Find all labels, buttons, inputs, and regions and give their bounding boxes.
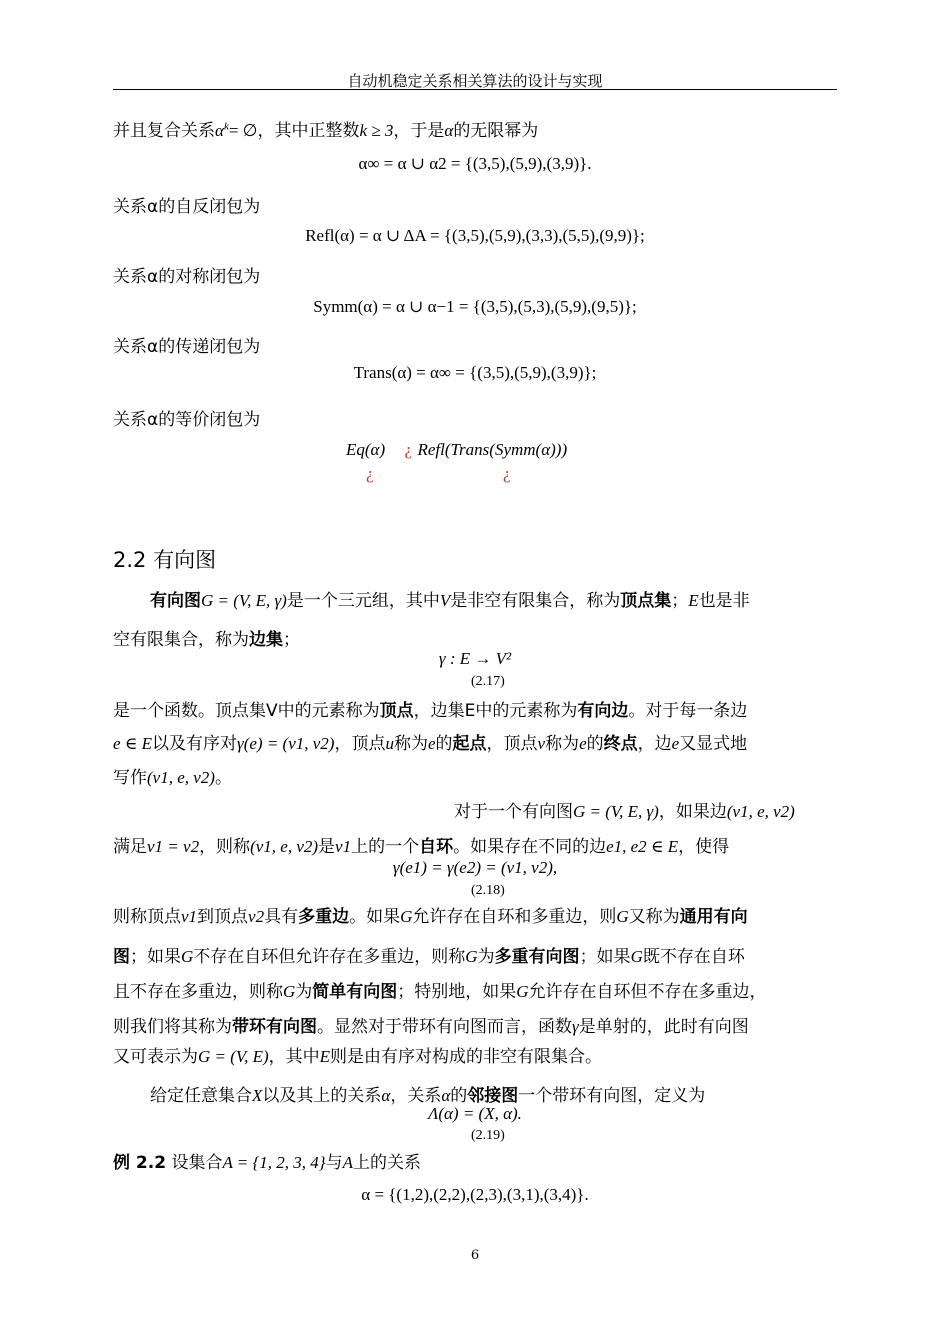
text: ，其中正整数 [257, 121, 360, 141]
equation-number: (2.19) [471, 1128, 505, 1143]
term: 起点 [452, 734, 487, 754]
paragraph-line [113, 832, 729, 857]
math: e1, e2 ∈ E [606, 837, 679, 856]
broken-glyph: ¿ [503, 464, 511, 483]
math: α [444, 121, 454, 140]
paragraph-line [113, 1012, 749, 1037]
text: 且不存在多重边，则称 [113, 982, 283, 1002]
math: E [688, 591, 699, 610]
text: 既不存在自环 [642, 947, 745, 967]
text: 上的关系 [353, 1153, 421, 1173]
math: V [439, 591, 451, 610]
text: 的 [586, 734, 604, 754]
term: 自环 [419, 837, 454, 857]
symm-label: 关系α的对称闭包为 [113, 267, 261, 287]
text: 写作 [113, 768, 147, 788]
math: (v1, e, v2) [250, 837, 319, 856]
text: ； [283, 630, 300, 650]
math: G [630, 947, 643, 966]
math: = ∅ [228, 121, 258, 140]
text: 也是非 [698, 591, 750, 611]
math: v [537, 734, 546, 753]
text: 的 [450, 1086, 468, 1106]
text: 又称为 [628, 907, 680, 927]
text: 上的一个 [351, 837, 420, 857]
text: 以及有序对 [152, 734, 238, 754]
text: 。对于每一条边 [628, 701, 748, 721]
example-label: 例 2.2 [113, 1153, 167, 1173]
equation-2-17: γ : E → V² [438, 649, 512, 668]
text: 空有限集合，称为 [113, 630, 249, 650]
math: G [516, 982, 529, 1001]
math: v1 [181, 907, 198, 926]
example-line [113, 1148, 421, 1173]
math: e [427, 734, 436, 753]
math: X [252, 1086, 263, 1105]
text: ；如果 [130, 947, 181, 967]
text: 称为 [545, 734, 580, 754]
trans-label: 关系α的传递闭包为 [113, 337, 261, 357]
math: (v1, e, v2) [726, 802, 795, 821]
paragraph-line [113, 729, 747, 754]
math: v1 [335, 837, 352, 856]
equation-trans: Trans(α) = α∞ = {(3,5),(5,9),(3,9)}; [353, 363, 597, 382]
text: ，则称 [199, 837, 251, 857]
math-sup: k [223, 120, 229, 133]
term: 边集 [249, 630, 283, 650]
text: 。如果存在不同的边 [453, 837, 607, 857]
math: γ(e) = (v1, v2) [237, 734, 335, 753]
paragraph-line [150, 1081, 705, 1106]
term: 有向边 [577, 701, 629, 721]
text: 是单射的，此时有向图 [578, 1017, 749, 1037]
math: A = {1, 2, 3, 4} [222, 1153, 326, 1172]
math: G = (V, E, γ) [201, 591, 287, 610]
math: k ≥ 3 [359, 121, 394, 140]
text: ，边 [637, 734, 672, 754]
paragraph-line [150, 586, 750, 611]
text: 。 [214, 768, 232, 788]
math: Eq(α) [346, 440, 386, 459]
text: 与 [325, 1153, 343, 1173]
math: γ [572, 1017, 579, 1036]
equation-2-19: Λ(α) = (X, α). [428, 1104, 522, 1123]
text: ，顶点 [334, 734, 386, 754]
text: 并且复合关系 [113, 121, 215, 141]
text: 是非空有限集合，称为 [450, 591, 621, 611]
math: (v1, e, v2) [147, 768, 215, 787]
text: ，其中 [268, 1047, 320, 1067]
text: ；特别地，如果 [397, 982, 517, 1002]
equation-alpha-infinity: α∞ = α ∪ α2 = {(3,5),(5,9),(3,9)}. [358, 154, 592, 173]
text: 则我们将其称为 [113, 1017, 232, 1037]
equation-symm: Symm(α) = α ∪ α−1 = {(3,5),(5,3),(5,9),(9,5)}; [313, 297, 637, 316]
math: G [283, 982, 296, 1001]
equation-2-18: γ(e1) = γ(e2) = (v1, v2), [392, 858, 558, 877]
text: 则是由有序对构成的非空有限集合。 [330, 1047, 603, 1067]
text: 又可表示为 [113, 1047, 198, 1067]
term: 多重边 [298, 907, 350, 927]
math: e [671, 734, 680, 753]
math: G [181, 947, 194, 966]
term: 通用有向 [679, 907, 748, 927]
equation-eq-closure [346, 440, 567, 460]
text: 一个带环有向图，定义为 [518, 1086, 706, 1106]
header-rule [113, 89, 837, 90]
term: 顶点 [379, 701, 414, 721]
section-heading: 2.2 有向图 [113, 548, 217, 572]
paragraph-line [113, 763, 232, 788]
math: G [400, 907, 413, 926]
math: G [465, 947, 478, 966]
term: 顶点集 [620, 591, 672, 611]
math: G = (V, E) [198, 1047, 269, 1066]
math: v1 = v2 [147, 837, 200, 856]
text: 对于一个有向图 [454, 802, 573, 822]
paragraph-line [113, 902, 748, 927]
term: 有向图 [150, 591, 201, 611]
broken-glyph: ¿ [366, 464, 374, 483]
text: 是一个函数。顶点集V中的元素称为 [113, 701, 380, 721]
text: 的 [435, 734, 453, 754]
text: 的无限幂为 [453, 121, 539, 141]
math: v2 [248, 907, 265, 926]
term: 邻接图 [467, 1086, 519, 1106]
term: 带环有向图 [232, 1017, 317, 1037]
text: ，于是 [393, 121, 445, 141]
text: 允许存在自环和多重边，则 [412, 907, 617, 927]
equation-number: (2.18) [471, 883, 505, 898]
paragraph-line [113, 625, 300, 650]
math: α [215, 121, 224, 140]
text: 到顶点 [197, 907, 249, 927]
text: 则称顶点 [113, 907, 181, 927]
paragraph-line [113, 1042, 602, 1067]
text: 以及其上的关系 [262, 1086, 382, 1106]
text-line-1 [113, 116, 538, 141]
text: ，如果边 [658, 802, 727, 822]
text: 为 [295, 982, 313, 1002]
math: u [385, 734, 394, 753]
math: e ∈ E [113, 734, 153, 753]
text: 设集合 [171, 1153, 223, 1173]
equation-example-relation: α = {(1,2),(2,2),(2,3),(3,1),(3,4)}. [361, 1185, 589, 1204]
text: ，边集E中的元素称为 [413, 701, 578, 721]
math: A [342, 1153, 353, 1172]
text: 不存在自环但允许存在多重边，则称 [193, 947, 466, 967]
math: Refl(Trans(Symm(α))) [417, 440, 568, 459]
text: 具有 [264, 907, 299, 927]
math: E [319, 1047, 331, 1066]
text: 满足 [113, 837, 147, 857]
math: G = (V, E, γ) [573, 802, 659, 821]
paragraph-line [113, 696, 747, 721]
text: ，使得 [678, 837, 730, 857]
term: 简单有向图 [312, 982, 398, 1002]
paragraph-line [454, 797, 795, 822]
text: ，关系 [390, 1086, 442, 1106]
term: 图 [113, 947, 130, 967]
text: ，顶点 [486, 734, 538, 754]
text: 又显式地 [679, 734, 748, 754]
text: 。如果 [349, 907, 401, 927]
term: 多重有向图 [494, 947, 580, 967]
text: 。显然对于带环有向图而言，函数 [317, 1017, 572, 1037]
page-number: 6 [470, 1248, 480, 1263]
running-header: 自动机稳定关系相关算法的设计与实现 [347, 72, 603, 90]
paragraph-line [113, 942, 745, 967]
text: 允许存在自环但不存在多重边， [528, 982, 767, 1002]
text: 是一个三元组，其中 [286, 591, 440, 611]
text: 为 [477, 947, 495, 967]
math: G [616, 907, 629, 926]
equation-refl: Refl(α) = α ∪ ΔA = {(3,5),(5,9),(3,3),(5,5),(9,9)}; [305, 226, 645, 245]
text: 给定任意集合 [150, 1086, 252, 1106]
eq-closure-label: 关系α的等价闭包为 [113, 410, 261, 430]
text: ； [671, 591, 689, 611]
broken-glyph: ¿ [404, 440, 413, 459]
text: ；如果 [579, 947, 631, 967]
math: α [441, 1086, 451, 1105]
text: 称为 [393, 734, 428, 754]
paragraph-line [113, 977, 767, 1002]
math: e [579, 734, 587, 753]
math: α [381, 1086, 391, 1105]
term: 终点 [603, 734, 638, 754]
equation-number: (2.17) [471, 674, 505, 689]
refl-label: 关系α的自反闭包为 [113, 197, 261, 217]
text: 是 [318, 837, 336, 857]
